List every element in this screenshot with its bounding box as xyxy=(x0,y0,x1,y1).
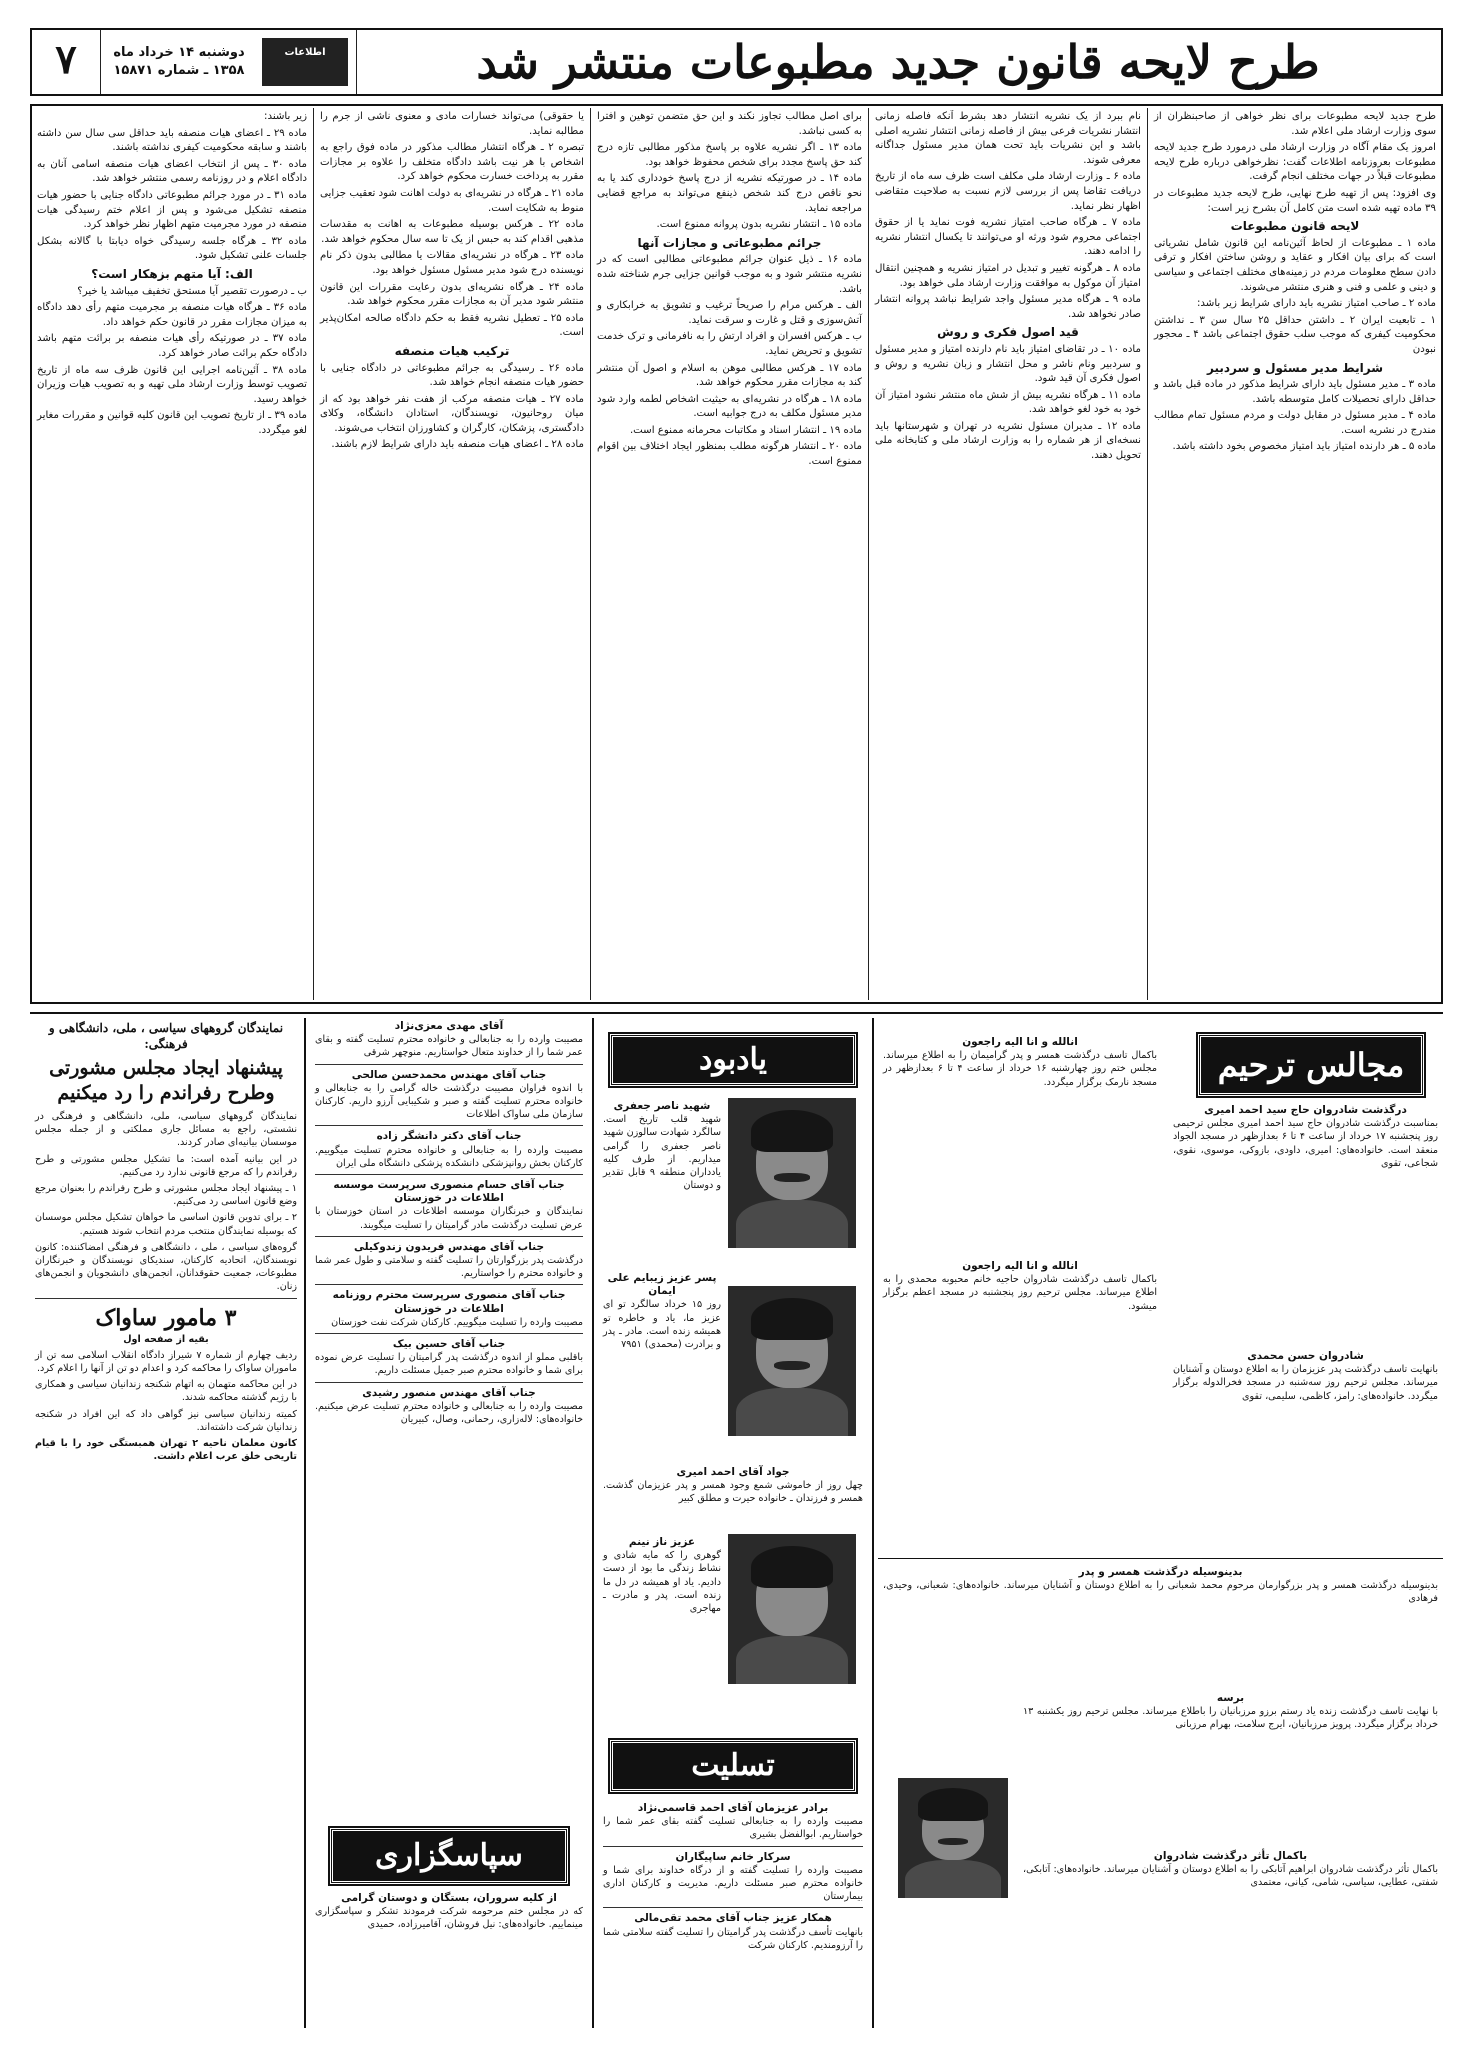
paragraph: ماده ۱۴ ـ در صورتیکه نشریه از درج پاسخ خودداری کند یا به نحو ناقص درج کند شخص ذینفع می‌تواند به مراجع قضایی مراجعه نماید. xyxy=(597,173,862,214)
paragraph: ماده ۲۲ ـ هرکس بوسیله مطبوعات به اهانت به مقدسات مذهبی اقدام کند به حبس از یک تا سه سال محکوم خواهد شد. xyxy=(320,219,584,245)
paragraph: ماده ۳۶ ـ هرگاه هیات منصفه بر مجرمیت متهم رأی دهد دادگاه به میزان مجازات مقرر در قانون حکم خواهد داد. xyxy=(37,302,307,328)
section-divider xyxy=(30,1012,1443,1014)
header-dateline xyxy=(104,44,254,84)
paragraph: ماده ۳۱ ـ در مورد جرائم مطبوعاتی دادگاه جنایی با حضور هیات منصفه تشکیل می‌شود و پس از اعلام ختم رسیدگی هیات منصفه در مورد مجرمیت متهم اظهار نظر خواهد کرد. xyxy=(37,189,307,231)
notice: آقای مهدی معزی‌نژاد مصیبت وارده را به جنابعالی و خانواده محترم تسلیت گفته و بقای عمر شما را از خداوند متعال خواستاریم. منوچهر شرقی xyxy=(315,1020,583,1059)
paragraph: گروه‌های سیاسی ، ملی ، دانشگاهی و فرهنگی امضاکننده: کانون نویسندگان، اتحادیه کارکنان، سندیکای نویسندگان و خبرنگاران مطبوعات، جمعیت حقوقدانان، انجمن‌های دانشجویان و انجمن‌های زنان. xyxy=(35,1241,297,1293)
political-news-column xyxy=(30,1018,302,2018)
page-number: ۷ xyxy=(55,36,77,83)
paragraph: ماده ۱۶ ـ ذیل عنوان جرائم مطبوعاتی مطالبی است که در نشریه منتشر شود و به موجب قوانین جزایی جرم شناخته شده باشد. xyxy=(597,254,862,295)
memorial-banner: یادبود xyxy=(610,1034,856,1086)
article-column-5 xyxy=(33,110,311,1000)
paragraph: نام ببرد از یک نشریه انتشار دهد بشرط آنکه فاصله زمانی انتشار نشریات فرعی بیش از فاصله زمانی انتشار نشریه اصلی باشد و این نشریات باید تحت همان مدیر مسئول جداگانه معرفی شوند. xyxy=(875,111,1141,166)
paragraph: الف ـ هرکس مرام را صریحاً ترغیب و تشویق به خرابکاری و آتش‌سوزی و قتل و غارت و سرقت نماید. xyxy=(597,300,862,326)
paragraph: ماده ۷ ـ هرگاه صاحب امتیاز نشریه فوت نماید یا از حقوق اجتماعی محروم شود ورثه او می‌توانند تا یکسال انتشار نشریه را ادامه دهند. xyxy=(875,217,1141,258)
paragraph: ۱ ـ پیشنهاد ایجاد مجلس مشورتی و طرح رفراندم را بعنوان مرجع وضع قانون اساسی رد می‌کنیم. xyxy=(35,1183,297,1208)
paragraph: ماده ۱۵ ـ انتشار نشریه بدون پروانه ممنوع است. xyxy=(656,219,862,231)
subheading: قید اصول فکری و روش xyxy=(937,325,1079,340)
news-headline: پیشنهاد ایجاد مجلس مشورتی وطرح رفراندم را رد میکنیم xyxy=(49,1057,283,1104)
paragraph: کانون معلمان ناحیه ۲ تهران همبستگی خود را با قیام تاریخی خلق عرب اعلام داشت. xyxy=(35,1438,297,1463)
subheading: الف: آیا متهم بزهکار است؟ xyxy=(91,266,253,281)
service-notice: درگذشت شادروان حاج سید احمد امیری بمناسبت درگذشت شادروان حاج سید احمد امیری مجلس ترحیمی روز پنجشنبه ۱۷ خرداد از ساعت ۴ تا ۶ بعدازظهر در مسجد الجواد منعقد است. خانواده‌های: امیری، داودی، بازوکی، موسوی، نقوی، شجاعی، تقوی xyxy=(1173,1104,1438,1169)
paragraph: ماده ۶ ـ وزارت ارشاد ملی مکلف است ظرف سه ماه از تاریخ دریافت تقاضا پس از بررسی لازم نسبت به صلاحیت متقاضی اظهار نظر نماید. xyxy=(875,171,1141,212)
paragraph: ماده ۱ ـ مطبوعات از لحاظ آئین‌نامه این قانون شامل نشریاتی است که برای بیان افکار و عقاید و روشن ساختن افکار و ترقی دادن سطح معلومات مردم در زمینه‌های مختلف اجتماعی و سیاسی و دینی و علمی و فنی و هنری منتشر می‌شوند. xyxy=(1154,237,1436,293)
paragraph: ردیف چهارم از شماره ۷ شیراز دادگاه انقلاب اسلامی سه تن از ماموران ساواک را محاکمه کرد و اعدام دو تن از آنها را اعلام کرد. xyxy=(35,1349,297,1375)
subheading: شرایط مدیر مسئول و سردبیر xyxy=(1206,360,1383,375)
divider xyxy=(35,1298,297,1299)
column-rule xyxy=(304,1018,306,2028)
paragraph: ماده ۳۹ ـ از تاریخ تصویب این قانون کلیه قوانین و مقررات مغایر لغو میگردد. xyxy=(37,410,307,436)
notice: جناب آقای مهندس محمدحسن صالحی با اندوه فراوان مصیبت درگذشت خاله گرامی را به جنابعالی و خانواده محترم تسلیت گفته و صبر و شکیبایی آرزو داریم. کارکنان سازمان ملی ساواک اطلاعات xyxy=(315,1068,583,1121)
subheading: ترکیب هیات منصفه xyxy=(394,343,510,358)
paragraph: ماده ۹ ـ هرگاه مدیر مسئول واجد شرایط نباشد پروانه انتشار صادر نخواهد شد. xyxy=(875,294,1141,320)
paragraph: ماده ۲۴ ـ هرگاه نشریه‌ای بدون رعایت مقررات این قانون منتشر شود مدیر آن به مجازات مقرر محکوم خواهد شد. xyxy=(320,281,584,308)
column-rule xyxy=(592,1018,594,2028)
paragraph: در این محاکمه متهمان به اتهام شکنجه زندانیان سیاسی و همکاری با رژیم گذشته محاکمه شدند. xyxy=(35,1379,297,1404)
header-divider-2 xyxy=(356,30,357,94)
paragraph: طرح جدید لایحه مطبوعات برای نظر خواهی از صاحبنظران از سوی وزارت ارشاد ملی اعلام شد. xyxy=(1154,111,1436,137)
notice: جناب آقای مهندس فریدون زندوکیلی درگذشت پدر بزرگوارتان را تسلیت گفته و سلامتی و طول عمر شما و خانواده محترم را خواستاریم. xyxy=(315,1240,583,1280)
portrait-photo xyxy=(728,1286,856,1436)
paragraph: ماده ۲۹ ـ اعضای هیات منصفه باید حداقل سی سال سن داشته باشند و سابقه محکومیت کیفری نداشته باشند. xyxy=(37,127,307,154)
condolence-column xyxy=(310,1018,588,2028)
paragraph: ماده ۳ ـ مدیر مسئول باید دارای شرایط مذکور در ماده قبل باشد و حداقل دارای تحصیلات کامل متوسطه باشد. xyxy=(1154,379,1436,405)
header-divider xyxy=(100,30,101,94)
paragraph: یا حقوقی) می‌تواند خسارات مادی و معنوی ناشی از جرم را مطالبه نماید. xyxy=(320,111,584,137)
subheading: جرائم مطبوعاتی و مجازات آنها xyxy=(637,235,822,250)
page-headline: طرح لایحه قانون جدید مطبوعات منتشر شد xyxy=(476,35,1320,89)
paragraph: ماده ۸ ـ هرگونه تغییر و تبدیل در امتیاز نشریه و همچنین انتقال امتیاز آن موکول به موافقت وزارت ارشاد ملی خواهد بود. xyxy=(875,262,1141,289)
column-rule xyxy=(1147,108,1148,1000)
paragraph: ماده ۲۶ ـ رسیدگی به جرائم مطبوعاتی در دادگاه جنایی با حضور هیات منصفه انجام خواهد شد. xyxy=(320,362,584,389)
service-notice: انالله و انا الیه راجعون باکمال تاسف درگذشت همسر و پدر گرامیمان را به اطلاع میرساند. مجلس ختم روز چهارشنبه ۱۶ خرداد از ساعت ۴ تا ۶ بعدازظهر در مسجد نارمک برگزار میگردد. xyxy=(883,1036,1157,1088)
paragraph: نمایندگان گروههای سیاسی، ملی، دانشگاهی و فرهنگی در نشستی، راجع به مسائل جاری مملکتی و از جمله مجلس موسسان بیانیه‌ای صادر کردند. xyxy=(35,1111,297,1149)
paragraph: ماده ۲۵ ـ تعطیل نشریه فقط به حکم دادگاه صالحه امکان‌پذیر است. xyxy=(320,312,584,339)
paragraph: ماده ۲۸ ـ اعضای هیات منصفه باید دارای شرایط لازم باشند. xyxy=(331,439,584,451)
paragraph: برای اصل مطالب تجاوز نکند و این حق متضمن توهین و افترا به کسی نباشد. xyxy=(597,111,862,137)
paragraph: کمیته زندانیان سیاسی نیز گواهی داد که این افراد در شکنجه زندانیان شرکت داشته‌اند. xyxy=(35,1408,297,1433)
paragraph: ماده ۳۸ ـ آئین‌نامه اجرایی این قانون ظرف سه ماه از تاریخ تصویب توسط وزارت ارشاد ملی تهیه و به تصویب هیات وزیران خواهد رسید. xyxy=(37,364,307,405)
news-kicker: نمایندگان گروههای سیاسی ، ملی، دانشگاهی و فرهنگی: xyxy=(48,1021,284,1051)
paragraph: ۲ ـ برای تدوین قانون اساسی ما خواهان تشکیل مجلس موسسان که بوسیله نمایندگان منتخب مردم انتخاب شوند هستیم. xyxy=(35,1212,297,1237)
paragraph: امروز یک مقام آگاه در وزارت ارشاد ملی درمورد طرح جدید لایحه مطبوعات بعروزنامه اطلاعات گفت: نظرخواهی درباره طرح لایحه مطبوعات قبلاً در جهات مختلف انجام گرفت. xyxy=(1154,142,1436,183)
notice: جناب آقای حسین بیک باقلبی مملو از اندوه درگذشت پدر گرامیتان را تسلیت عرض نموده برای شما و خانواده محترم صبر جمیل مسئلت داریم. xyxy=(315,1338,583,1377)
paragraph: ماده ۱۳ ـ اگر نشریه علاوه بر پاسخ مذکور مطالبی تازه درج کند حق پاسخ مجدد برای شخص محفوظ خواهد بود. xyxy=(597,142,862,168)
paragraph: ماده ۱۹ ـ انتشار اسناد و مکاتبات محرمانه ممنوع است. xyxy=(629,424,862,436)
condolence-notices: برادر عزیزمان آقای احمد قاسمی‌نژاد مصیبت وارده را به جنابعالی تسلیت گفته بقای عمر شما را خواستاریم. ابوالفضل بشیری سرکار خانم ساپیگاران مصیبت وارده را تسلیت گفته و از درگاه خداوند برای شما و خانواده محترم صبر مسئلت داریم. مدیریت و کارکنان اداری بیمارستان همکار عزیز جناب آقای محمد تقی‌مالی بانهایت تأسف درگذشت پدر گرامیتان را تسلیت گفته سلامتی شما را آرزومندیم. کارکنان شرکت xyxy=(603,1802,863,1951)
paragraph: تبصره ۲ ـ هرگاه انتشار مطالب مذکور در ماده فوق راجع به اشخاص با هر نیت باشد دادگاه متخلف را علاوه بر مجازات مقرر به پرداخت خسارت محکوم خواهد کرد. xyxy=(320,142,584,183)
paragraph: ماده ۱۸ ـ هرگاه در نشریه‌ای به حیثیت اشخاص لطمه وارد شود مدیر مسئول مکلف به درج جوابیه است. xyxy=(597,393,862,420)
article-column-2 xyxy=(871,110,1145,1000)
column-rule xyxy=(313,108,314,1000)
paragraph: ماده ۱۰ ـ در تقاضای امتیاز باید نام دارنده امتیاز و مدیر مسئول و سردبیر ونام ناشر و محل انتشار و زبان نشریه و روش و اصول فکری آن قید شود. xyxy=(875,343,1141,385)
column-rule xyxy=(872,1018,874,2028)
paragraph: ماده ۵ ـ هر دارنده امتیاز باید امتیاز مخصوص بخود داشته باشد. xyxy=(1172,441,1436,453)
memorial-services-column xyxy=(878,1018,1443,2028)
paragraph: ماده ۱۷ ـ هرکس مطالبی موهن به اسلام و اصول آن منتشر کند به مجازات مقرر محکوم خواهد شد. xyxy=(597,362,862,389)
portrait-photo xyxy=(728,1534,856,1684)
memorial-notice: شهید ناصر جعفری شهید قلب تاریخ است. سالگرد شهادت سالوزن شهید ناصر جعفری را گرامی میداریم. از طرف کلیه یادداران منطقه ۹ قابل تقدیر و دوستان xyxy=(603,1100,721,1192)
newspaper-logo: اطلاعات xyxy=(262,38,348,86)
notice: جناب آقای مهندس منصور رشیدی مصیبت وارده را به جنابعالی و خانواده محترم تسلیت عرض میکنیم. خانواده‌های: لاله‌زاری، رحمانی، وصال، کبیریان xyxy=(315,1386,583,1426)
portrait-photo xyxy=(728,1098,856,1248)
issue-date: دوشنبه ۱۴ خرداد ماه xyxy=(113,45,245,60)
notice: از کلیه سروران، بستگان و دوستان گرامی که در مجلس ختم مرحومه شرکت فرمودند تشکر و سپاسگزاری مینماییم. خانواده‌های: نیل فروشان، آقامیرزاده، حمیدی xyxy=(315,1892,583,1931)
paragraph: ب ـ هرکس افسران و افراد ارتش را به نافرمانی و ترک خدمت تشویق و تحریض نماید. xyxy=(597,331,862,357)
paragraph: ماده ۳۲ ـ هرگاه جلسه رسیدگی خواه دیابتا با گالانه بشکل جلسات علنی تشکیل شود. xyxy=(37,235,307,262)
notice: جناب آقای دکتر دانشگر زاده مصیبت وارده را به جنابعالی و خانواده محترم تسلیت میگوییم. کارکنان بخش روانپزشکی دانشکده پزشکی دانشگاه ملی ایران xyxy=(315,1130,583,1169)
article-column-1 xyxy=(1150,110,1440,1000)
paragraph: ماده ۲۷ ـ هیات منصفه مرکب از هفت نفر خواهد بود که از میان روحانیون، نویسندگان، استادان دانشگاه، وکلای دادگستری، پزشکان، کارگران و کشاورزان انتخاب می‌شوند. xyxy=(320,393,584,434)
paragraph: ماده ۱۲ ـ مدیران مسئول نشریه در تهران و شهرستانها باید نسخه‌ای از هر شماره را به وزارت ارشاد ملی و کتابخانه ملی تحویل دهند. xyxy=(875,420,1141,462)
memorial-notice: جواد آقای احمد امیری چهل روز از خاموشی شمع وجود همسر و پدر عزیزمان گذشت. همسر و فرزندان ـ خانواده حیرت و مطلق کبیر xyxy=(603,1466,863,1505)
service-notice: شادروان حسن محمدی بانهایت تاسف درگذشت پدر عزیزمان را به اطلاع دوستان و آشنایان میرساند. مجلس ترحیم روز سه‌شنبه در مسجد فخرالدوله برگزار میگردد. خانواده‌های: رامز، کاظمی، سلیمی، تقوی xyxy=(1173,1350,1438,1402)
portrait-photo xyxy=(898,1778,1008,1898)
column-rule xyxy=(590,108,591,1000)
memorial-column xyxy=(598,1018,868,2028)
paragraph: ماده ۲ ـ صاحب امتیاز نشریه باید دارای شرایط زیر باشد: xyxy=(1197,298,1436,310)
article-column-4 xyxy=(316,110,588,1000)
service-notice: برسه با نهایت تاسف درگذشت زنده یاد رستم برزو مرزبانیان را باطلاع میرساند. مجلس ترحیم روز یکشنبه ۱۳ خرداد برگزار میگردد. پرویز مرزبانیان، ایرج سلامت، بهرام مرزبانی xyxy=(1023,1692,1438,1731)
notice: جناب آقای منصوری سرپرست محترم روزنامه اطلاعات در خوزستان مصیبت وارده را تسلیت میگوییم. کارکنان شرکت نفت خوزستان xyxy=(331,1289,583,1328)
paragraph: ماده ۴ ـ مدیر مسئول در مقابل دولت و مردم مسئول تمام مطالب مندرج در نشریه است. xyxy=(1154,410,1436,436)
thanks-banner: سپاسگزاری xyxy=(330,1828,568,1884)
paragraph: ماده ۱۱ ـ هرگاه نشریه بیش از شش ماه منتشر نشود امتیاز آن خود به خود لغو خواهد شد. xyxy=(875,389,1141,416)
column-rule xyxy=(868,108,869,1000)
paragraph: ماده ۲۰ ـ انتشار هرگونه مطلب بمنظور ایجاد اختلاف بین اقوام ممنوع است. xyxy=(597,441,862,468)
paragraph: وی افزود: پس از تهیه طرح نهایی، طرح لایحه جدید مطبوعات در ۳۹ ماده تهیه شده است متن کامل آن بشرح زیر است: xyxy=(1154,187,1436,214)
paragraph: ۱ ـ تابعیت ایران ۲ ـ داشتن حداقل ۲۵ سال سن ۳ ـ نداشتن محکومیت کیفری که موجب سلب حقوق اجتماعی باشد ۴ ـ محجور نبودن xyxy=(1154,314,1436,355)
paragraph: ماده ۳۷ ـ در صورتیکه رأی هیات منصفه بر برائت متهم باشد دادگاه حکم برائت صادر خواهد کرد. xyxy=(37,333,307,359)
condolence-banner: تسلیت xyxy=(610,1740,856,1792)
service-notice: انالله و انا الیه راجعون باکمال تاسف درگذشت شادروان حاجیه خانم محبوبه محمدی را به اطلاع میرساند. مجلس ترحیم روز پنجشنبه در مسجد اعظم برگزار میشود. xyxy=(883,1260,1157,1312)
paragraph: ب ـ درصورت تقصیر آیا مستحق تخفیف میباشد یا خیر؟ xyxy=(77,285,307,297)
service-notice: بدینوسیله درگذشت همسر و پدر بدینوسیله درگذشت همسر و پدر بزرگوارمان مرحوم محمد شعبانی را به اطلاع دوستان و آشنایان میرساند. خانواده‌های: شعبانی، وحیدی، فرهادی xyxy=(883,1566,1438,1605)
issue-number: ۱۳۵۸ ـ شماره ۱۵۸۷۱ xyxy=(113,63,245,78)
services-banner: مجالس ترحیم xyxy=(1198,1034,1424,1096)
notice: جناب آقای حسام منصوری سرپرست موسسه اطلاعات در خوزستان نمایندگان و خبرنگاران موسسه اطلاعات در استان خوزستان با عرض تسلیت درگذشت مادر گرامیتان را تسلیت میگویند. xyxy=(315,1179,583,1231)
article-column-3 xyxy=(593,110,866,1000)
paragraph: زیر باشند: xyxy=(264,111,307,122)
service-notice: باکمال تأثر درگذشت شادروان باکمال تأثر درگذشت شادروان ابراهیم آتابکی را به اطلاع دوستان و آشنایان میرساند. خانواده‌های: آتابکی، شفتی، عطایی، سیاسی، شامی، کیانی، معتمدی xyxy=(1023,1850,1438,1889)
paragraph: ماده ۲۱ ـ هرگاه در نشریه‌ای به دولت اهانت شود تعقیب جزایی منوط به شکایت است. xyxy=(320,187,584,214)
paragraph: بقیه از صفحه اول xyxy=(123,1333,209,1345)
memorial-notice: عزیز ناز نینم گوهری را که مایه شادی و نشاط زندگی ما بود از دست دادیم. یاد او همیشه در دل ما زنده است. پدر و مادرت ـ مهاجری xyxy=(603,1536,721,1615)
news-headline-2: ۳ مامور ساواک xyxy=(95,1304,237,1331)
paragraph: در این بیانیه آمده است: ما تشکیل مجلس مشورتی و طرح رفراندم را که مرجع قانونی ندارد رد می‌کنیم. xyxy=(35,1153,297,1178)
paragraph: ماده ۲۳ ـ هرگاه در نشریه‌ای مقالات یا مطالبی بدون ذکر نام نویسنده درج شود مدیر مسئول مسئول خواهد بود. xyxy=(320,250,584,276)
subheading: لایحه قانون مطبوعات xyxy=(1230,219,1360,234)
paragraph: ماده ۳۰ ـ پس از انتخاب اعضای هیات منصفه اسامی آنان به دادگاه اعلام و در روزنامه رسمی منتشر خواهد شد. xyxy=(37,158,307,185)
memorial-notice: پسر عزیز زیبایم علی ایمان روز ۱۵ خرداد سالگرد تو ای عزیز ما، یاد و خاطره تو همیشه زنده است. مادر ـ پدر و برادرت (محمدی) ۷۹۵۱ xyxy=(603,1272,721,1351)
